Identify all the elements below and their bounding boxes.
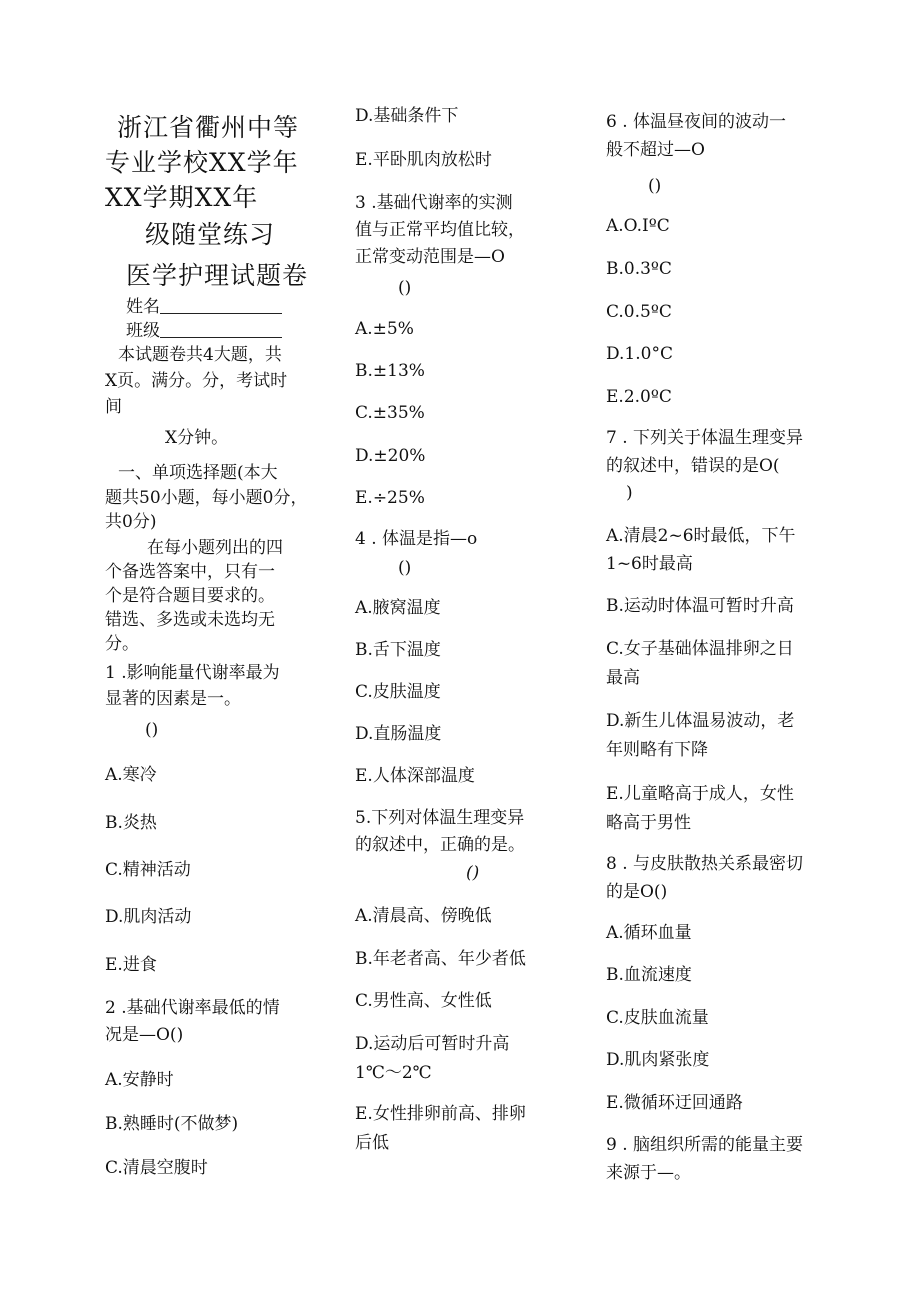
question-7-option-a: A.清晨2~6时最低，下午 [606,526,796,546]
question-7-option-d-cont: 年则略有下降 [606,740,708,760]
question-1-option-b: B.炎热 [105,813,157,833]
question-7-line-1: 7 . 下列关于体温生理变异 [606,428,804,448]
question-4-option-b: B.舌下温度 [355,640,441,660]
question-6-option-c: C.0.5ºC [606,302,672,322]
section-heading-line-3: 共0分) [105,512,157,532]
question-2-option-e: E.平卧肌肉放松时 [355,150,492,170]
question-4-bracket: () [398,558,412,578]
question-5-option-b: B.年老者高、年少者低 [355,949,526,969]
exam-subtitle: 医学护理试题卷 [126,261,309,290]
question-7-option-b: B.运动时体温可暂时升高 [606,596,794,616]
question-2-option-a: A.安静时 [105,1070,174,1090]
section-heading-line-2: 题共50小题，每小题0分， [105,488,308,508]
question-1-line-1: 1 .影响能量代谢率最为 [105,663,280,683]
question-1-bracket: () [145,720,159,740]
question-7-option-c: C.女子基础体温排卵之日 [606,639,794,659]
question-5-option-a: A.清晨高、傍晚低 [355,906,492,926]
question-1-option-c: C.精神活动 [105,860,191,880]
question-6-line-2: 般不超过—O [606,140,705,160]
instruction-line-5: 分。 [105,634,139,654]
question-7-option-c-cont: 最高 [606,668,640,688]
exam-title-line-3: XX学期XX年 [105,183,259,212]
class-label: 班级 [126,321,160,341]
question-8-option-a: A.循环血量 [606,923,692,943]
instruction-line-2: 个备选答案中，只有一 [105,562,275,582]
question-4-option-c: C.皮肤温度 [355,682,441,702]
question-3-line-3: 正常变动范围是—O [355,247,505,267]
question-3-line-2: 值与正常平均值比较， [355,220,525,240]
name-label: 姓名 [126,297,160,317]
question-3-line-1: 3 .基础代谢率的实测 [355,193,513,213]
question-7-option-e: E.儿童略高于成人，女性 [606,784,794,804]
intro-line-2: X页。满分。分，考试时 [105,371,288,391]
exam-title-line-2: 专业学校XX学年 [105,148,299,177]
question-5-option-d: D.运动后可暂时升高 [355,1034,510,1054]
question-3-option-d: D.±20% [355,446,426,466]
question-6-line-1: 6 . 体温昼夜间的波动一 [606,112,787,132]
question-2-line-2: 况是—O() [105,1025,184,1045]
intro-line-1: 本试题卷共4大题，共 [118,345,282,365]
question-9-line-2: 来源于—。 [606,1163,691,1183]
question-8-option-c: C.皮肤血流量 [606,1008,709,1028]
question-9-line-1: 9 . 脑组织所需的能量主要 [606,1135,804,1155]
question-6-option-d: D.1.0°C [606,344,673,364]
section-heading-line-1: 一、单项选择题(本大 [118,463,278,483]
question-5-line-2: 的叙述中，正确的是。 [355,835,525,855]
question-7-option-e-cont: 略高于男性 [606,813,691,833]
question-4-option-a: A.腋窝温度 [355,598,441,618]
question-1-option-a: A.寒冷 [105,765,157,785]
question-3-option-e: E.÷25% [355,488,425,508]
class-field [126,321,282,340]
question-7-line-3: ) [626,483,633,503]
exam-duration: X分钟。 [165,428,229,448]
question-2-line-1: 2 .基础代谢率最低的情 [105,998,280,1018]
name-field [126,297,282,316]
question-7-option-d: D.新生儿体温易波动，老 [606,711,795,731]
question-3-option-c: C.±35% [355,403,425,423]
question-8-option-b: B.血流速度 [606,965,692,985]
instruction-line-1: 在每小题列出的四 [147,538,283,558]
question-4-option-d: D.直肠温度 [355,724,442,744]
question-5-bracket: () [466,863,480,883]
question-5-option-e: E.女性排卵前高、排卵 [355,1104,526,1124]
exam-title-line-4: 级随堂练习 [145,220,276,249]
question-4-option-e: E.人体深部温度 [355,766,475,786]
question-6-option-a: A.O.IºC [606,216,670,236]
instruction-line-4: 错选、多选或未选均无 [105,610,275,630]
name-blank [160,297,282,314]
exam-title-line-1: 浙江省衢州中等 [117,113,300,142]
question-1-line-2: 显著的因素是一。 [105,689,241,709]
instruction-line-3: 个是符合题目要求的。 [105,586,275,606]
class-blank [160,321,282,338]
question-5-option-e-cont: 后低 [355,1133,389,1153]
question-7-option-a-cont: 1~6时最高 [606,554,693,574]
question-1-option-d: D.肌肉活动 [105,907,192,927]
question-3-option-a: A.±5% [355,319,414,339]
question-5-option-d-cont: 1℃～2℃ [355,1063,432,1083]
question-8-line-2: 的是O() [606,882,668,902]
question-2-option-d: D.基础条件下 [355,106,459,126]
question-6-bracket: () [648,176,662,196]
question-3-option-b: B.±13% [355,361,425,381]
question-8-option-e: E.微循环迂回通路 [606,1093,743,1113]
question-2-option-b: B.熟睡时(不做梦) [105,1114,239,1134]
question-1-option-e: E.进食 [105,955,157,975]
question-8-option-d: D.肌肉紧张度 [606,1050,710,1070]
question-5-line-1: 5.下列对体温生理变异 [355,808,525,828]
question-8-line-1: 8 . 与皮肤散热关系最密切 [606,854,804,874]
question-6-option-e: E.2.0ºC [606,387,672,407]
question-6-option-b: B.0.3ºC [606,259,672,279]
question-4-line-1: 4 . 体温是指—o [355,529,478,549]
question-7-line-2: 的叙述中，错误的是O( [606,456,780,476]
question-2-option-c: C.清晨空腹时 [105,1158,208,1178]
question-3-bracket: () [398,278,412,298]
question-5-option-c: C.男性高、女性低 [355,991,492,1011]
intro-line-3: 间 [105,397,122,417]
